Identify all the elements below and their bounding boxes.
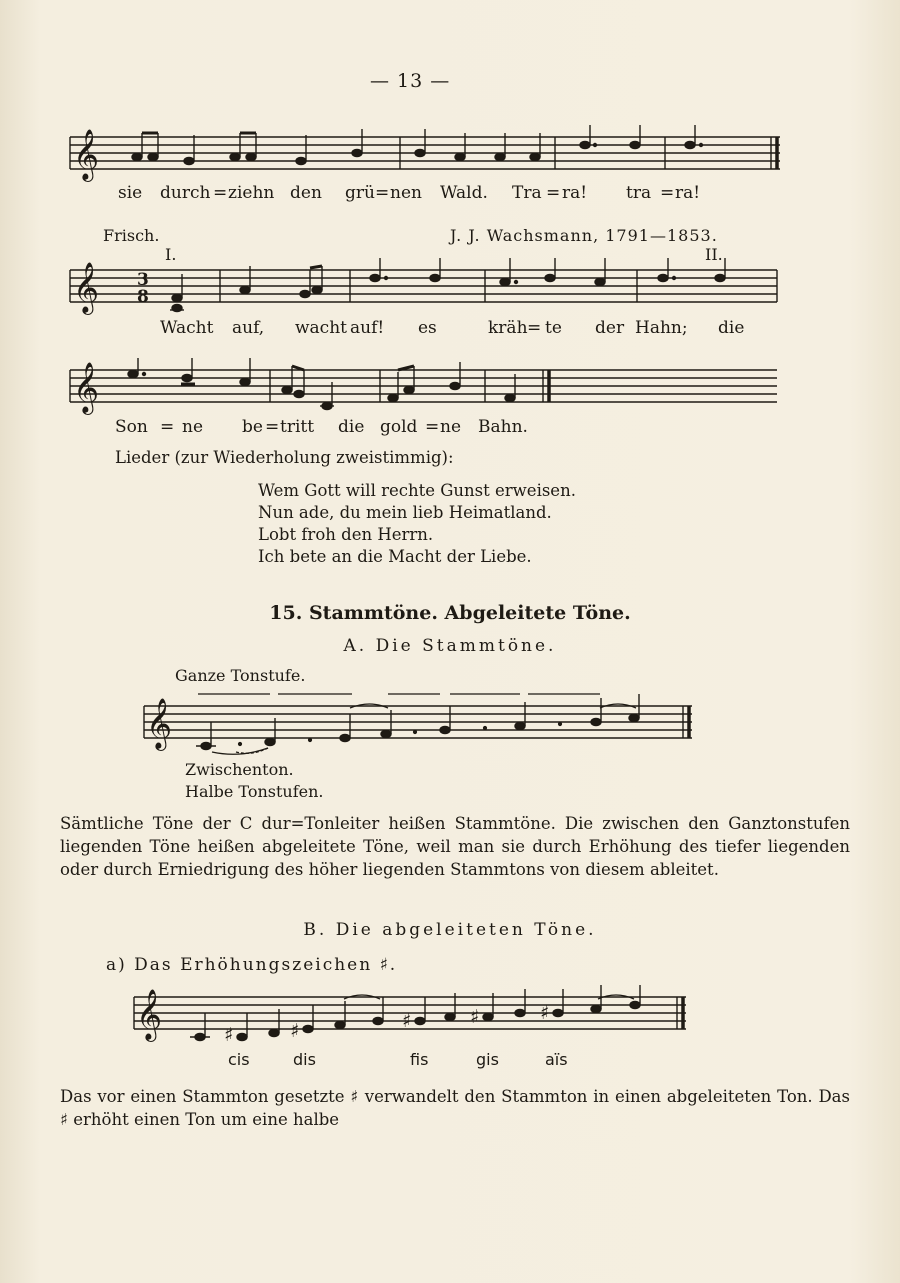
lyric-word: = — [527, 318, 542, 338]
sharp-icon: ♯ — [290, 1020, 300, 1042]
lyric-word: ra! — [562, 183, 588, 203]
voice-label-2: II. — [705, 245, 723, 264]
lyric-word: auf, — [232, 318, 265, 338]
lyric-word: Tra — [512, 183, 542, 203]
tempo-marking: Frisch. — [103, 226, 160, 245]
staff-song2-line2 — [65, 358, 785, 418]
sharp-icon: ♯ — [470, 1006, 480, 1028]
lyric-word: = — [660, 183, 675, 203]
staff-stammtoene — [140, 686, 700, 766]
lyric-word: wacht — [295, 318, 347, 338]
lyric-word: Wacht — [160, 318, 214, 338]
lyric-word: die — [338, 417, 365, 437]
note-name: gis — [476, 1050, 499, 1069]
sharp-icon: ♯ — [224, 1024, 234, 1045]
song-title: Nun ade, du mein lieb Heimatland. — [258, 503, 552, 522]
paragraph-erhoehung: Das vor einen Stammton gesetzte ♯ verwandelt den Stammton in einen abgeleiteten Ton. Das ♯ erhöht einen Ton um eine halbe — [60, 1087, 850, 1129]
lyric-word: be — [242, 417, 263, 437]
lyric-word: nen — [390, 183, 422, 203]
lyric-word: ne — [182, 417, 204, 437]
time-signature-top: 3 — [137, 270, 149, 290]
lyric-word: den — [290, 183, 322, 203]
song-title: Ich bete an die Macht der Liebe. — [258, 547, 532, 566]
composer-credit: J. J. Wachsmann, 1791—1853. — [450, 226, 718, 245]
lyric-word: ziehn — [228, 183, 275, 203]
label-halbe-tonstufen: Halbe Tonstufen. — [185, 782, 324, 801]
lyric-word: durch — [160, 183, 211, 203]
page-number: — 13 — — [370, 70, 451, 92]
staff-song1 — [65, 125, 785, 185]
lyric-word: tra — [626, 183, 652, 203]
lyric-word: = — [265, 417, 280, 437]
songs-list — [258, 480, 576, 568]
note-name: cis — [228, 1050, 250, 1069]
song-title: Wem Gott will rechte Gunst erweisen. — [258, 481, 576, 500]
lyric-word: tritt — [280, 417, 315, 437]
lyric-word: = — [546, 183, 561, 203]
subsection-b-a-title: a) Das Erhöhungszeichen ♯. — [106, 955, 398, 975]
label-zwischenton: Zwischenton. — [185, 760, 294, 779]
song-title: Lobt froh den Herrn. — [258, 525, 434, 544]
sharp-icon: ♯ — [540, 1002, 550, 1024]
lyric-word: te — [545, 318, 562, 338]
treble-clef-icon: 𝄞 — [146, 698, 173, 749]
lyric-word: die — [718, 318, 745, 338]
lyric-word: kräh — [488, 318, 528, 338]
lyric-word: = — [425, 417, 440, 437]
voice-label-1: I. — [165, 245, 177, 264]
label-ganze-tonstufe: Ganze Tonstufe. — [175, 666, 306, 685]
lyric-word: = — [160, 417, 175, 437]
treble-clef-icon: 𝄞 — [73, 129, 100, 180]
lyric-word: der — [595, 318, 625, 338]
subsection-b-title: B. Die abgeleiteten Töne. — [303, 920, 597, 940]
lyric-word: gold — [380, 417, 418, 437]
note-name: dis — [293, 1050, 316, 1069]
lyric-word: = — [213, 183, 228, 203]
staff-song2-line1 — [65, 258, 785, 318]
note-name: fis — [410, 1050, 429, 1069]
lyric-word: ra! — [675, 183, 701, 203]
section-title: 15. Stammtöne. Abgeleitete Töne. — [269, 602, 631, 624]
lyric-word: sie — [118, 183, 143, 203]
staff-erhoehung — [130, 985, 690, 1045]
subsection-a-title: A. Die Stammtöne. — [343, 636, 557, 656]
lyric-word: es — [418, 318, 437, 338]
lyric-word: auf! — [350, 318, 385, 338]
lyric-word: Hahn; — [635, 318, 688, 338]
lyric-word: = — [375, 183, 390, 203]
lyric-word: grü — [345, 183, 375, 203]
treble-clef-icon: 𝄞 — [73, 362, 100, 413]
lyric-word: Bahn. — [478, 417, 528, 437]
treble-clef-icon: 𝄞 — [73, 262, 100, 313]
paragraph-stammtoene: Sämtliche Töne der C dur=Tonleiter heißen Stammtöne. Die zwischen den Ganztonstufen liegenden Töne heißen abgeleitete Töne, weil man sie durch Erhöhung des tiefer liegenden oder durch Erniedrigung des höher liegenden Stammtons von diesem ableitet. — [60, 814, 850, 879]
note-name: aïs — [545, 1050, 568, 1069]
treble-clef-icon: 𝄞 — [136, 989, 163, 1040]
lyric-word: Wald. — [440, 183, 488, 203]
sharp-icon: ♯ — [402, 1010, 412, 1032]
lyric-word: ne — [440, 417, 462, 437]
lyric-word: Son — [115, 417, 148, 437]
songs-intro: Lieder (zur Wiederholung zweistimmig): — [115, 448, 454, 467]
time-signature-bottom: 8 — [137, 287, 149, 307]
